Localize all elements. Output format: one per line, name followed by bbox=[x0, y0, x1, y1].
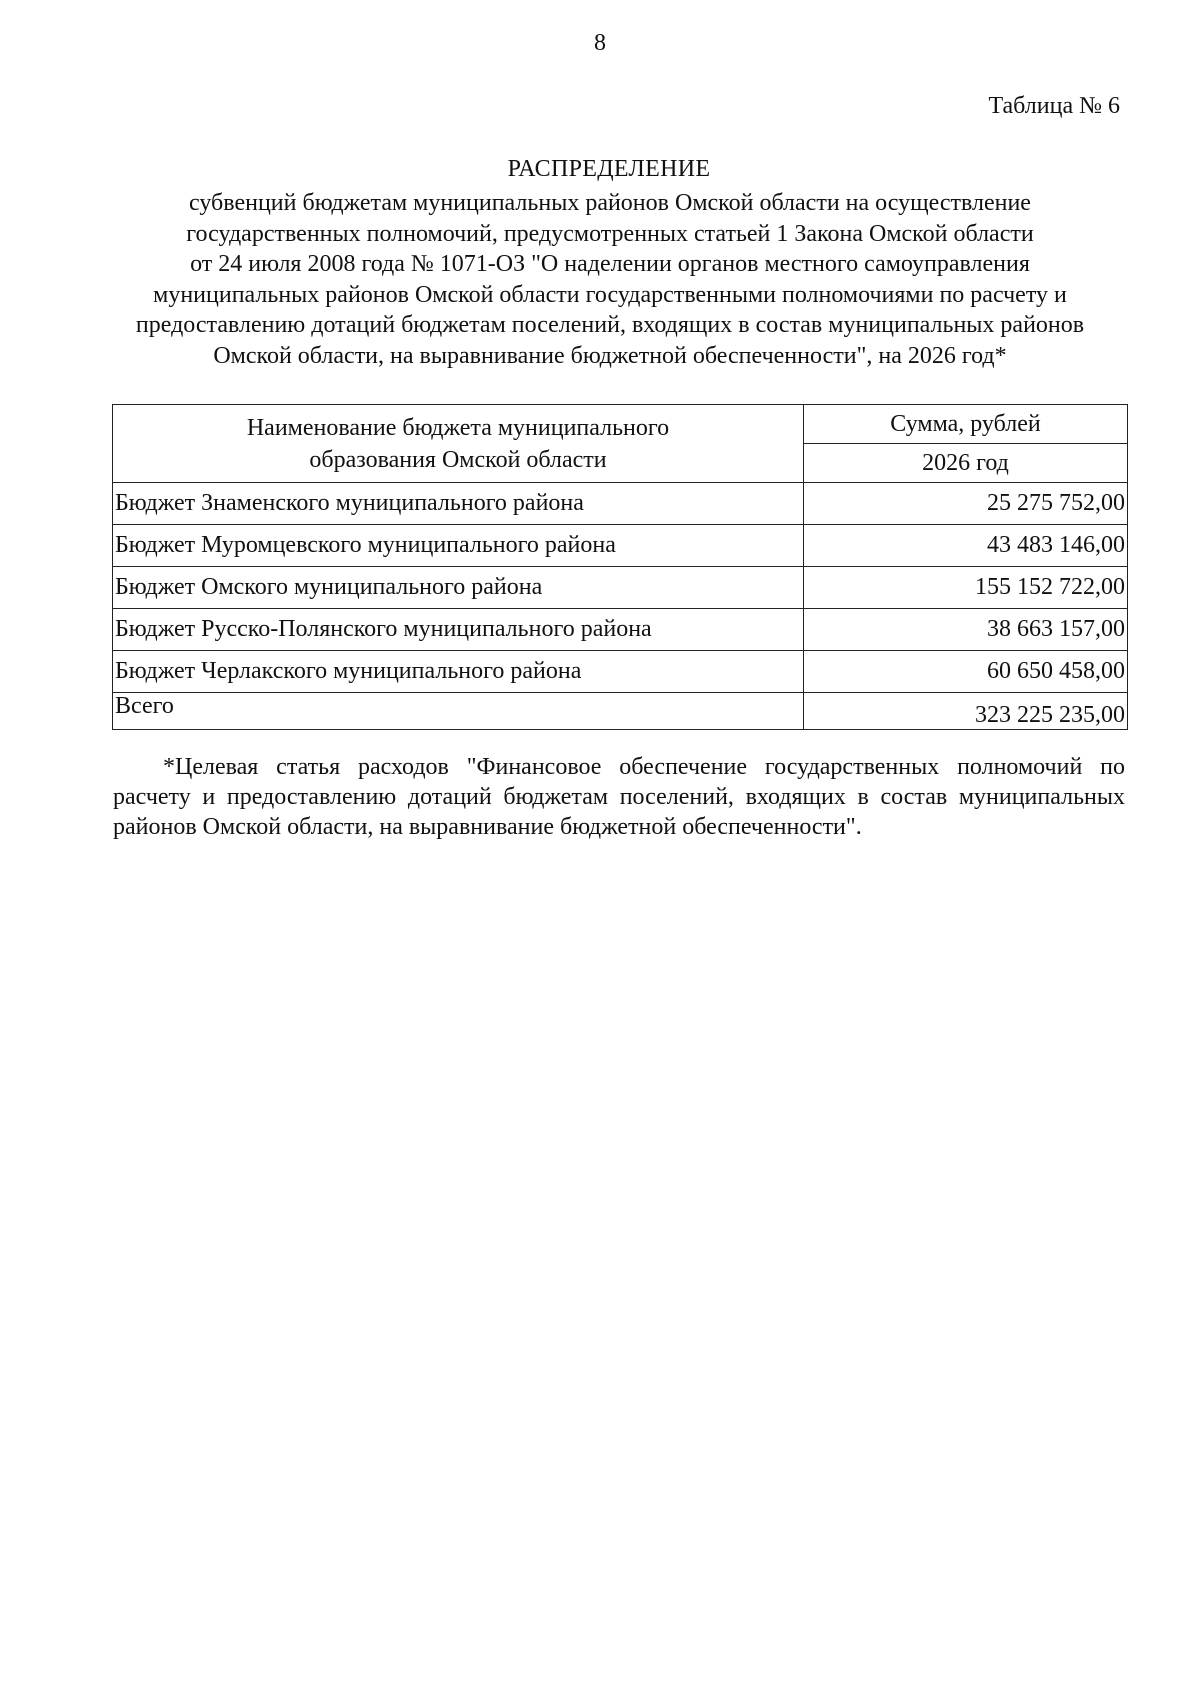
row-amount: 60 650 458,00 bbox=[804, 651, 1128, 693]
footnote-line: расчету и предоставлению дотаций бюджетам поселений, входящих в состав муниципальных bbox=[113, 784, 1125, 810]
subtitle-line: муниципальных районов Омской области государственными полномочиями по расчету и bbox=[153, 281, 1067, 308]
header-name-line: образования Омской области bbox=[309, 446, 607, 473]
row-budget-name: Бюджет Черлакского муниципального района bbox=[113, 651, 804, 693]
subtitle-line: от 24 июля 2008 года № 1071-ОЗ "О наделении органов местного самоуправления bbox=[190, 251, 1030, 278]
row-amount: 38 663 157,00 bbox=[804, 609, 1128, 651]
header-name-line: Наименование бюджета муниципального bbox=[246, 414, 670, 441]
footnote-line: *Целевая статья расходов "Финансовое обеспечение государственных полномочий по bbox=[163, 754, 1125, 780]
header-year: 2026 год bbox=[804, 444, 1128, 483]
row-amount: 155 152 722,00 bbox=[804, 567, 1128, 609]
row-budget-name: Бюджет Знаменского муниципального района bbox=[113, 483, 804, 525]
page-number: 8 bbox=[594, 30, 606, 56]
table-label: Таблица № 6 bbox=[988, 93, 1120, 119]
total-amount: 323 225 235,00 bbox=[804, 693, 1128, 730]
row-amount: 43 483 146,00 bbox=[804, 525, 1128, 567]
table-total-row bbox=[113, 693, 1128, 730]
table-row bbox=[113, 525, 1128, 567]
subtitle-line: государственных полномочий, предусмотренных статьей 1 Закона Омской области bbox=[186, 220, 1034, 247]
table-row bbox=[113, 609, 1128, 651]
subtitle-line: Омской области, на выравнивание бюджетной обеспеченности", на 2026 год* bbox=[213, 342, 1007, 369]
header-sum: Сумма, рублей bbox=[804, 405, 1128, 444]
table-row bbox=[113, 651, 1128, 693]
document-subtitle bbox=[130, 188, 1090, 372]
total-label: Всего bbox=[113, 693, 804, 730]
table-row bbox=[113, 483, 1128, 525]
row-amount: 25 275 752,00 bbox=[804, 483, 1128, 525]
subtitle-line: предоставлению дотаций бюджетам поселений, входящих в состав муниципальных районов bbox=[135, 312, 1085, 339]
row-budget-name: Бюджет Муромцевского муниципального района bbox=[113, 525, 804, 567]
distribution-table bbox=[112, 404, 1128, 730]
document-title: РАСПРЕДЕЛЕНИЕ bbox=[507, 156, 711, 182]
footnote-line: районов Омской области, на выравнивание бюджетной обеспеченности". bbox=[113, 814, 862, 840]
row-budget-name: Бюджет Русско-Полянского муниципального района bbox=[113, 609, 804, 651]
table-row bbox=[113, 567, 1128, 609]
table-header-row bbox=[113, 405, 1128, 444]
footnote bbox=[113, 752, 1125, 842]
header-budget-name bbox=[113, 405, 804, 483]
subtitle-line: субвенций бюджетам муниципальных районов Омской области на осуществление bbox=[189, 190, 1031, 216]
row-budget-name: Бюджет Омского муниципального района bbox=[113, 567, 804, 609]
